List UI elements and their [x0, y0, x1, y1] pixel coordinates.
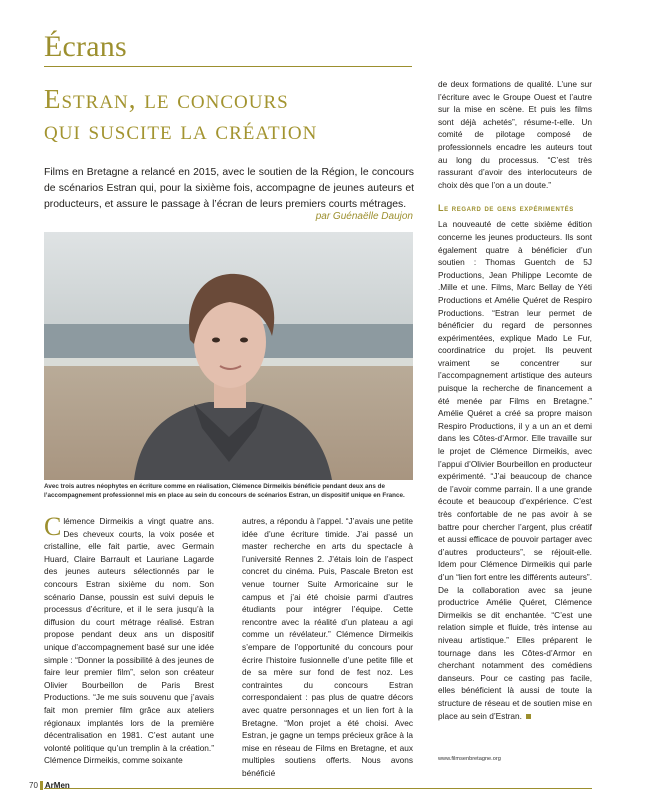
article-headline — [44, 84, 424, 146]
headline-line-1: Estran, le concours — [44, 84, 289, 114]
magazine-name: ArMen — [44, 781, 70, 790]
portrait-illustration — [44, 232, 413, 480]
footer-rule — [44, 788, 592, 789]
article-column-3 — [438, 78, 592, 722]
article-intro: Films en Bretagne a relancé en 2015, avec le soutien de la Région, le concours de scénarios Estran qui, pour la sixième fois, accompagne de jeunes auteurs et producteurs, et assure le passage à l’écran de leurs premiers courts métrages. — [44, 167, 414, 210]
drop-cap: C — [44, 512, 62, 541]
article-column-2 — [242, 515, 413, 779]
website-link[interactable]: www.filmsenbretagne.org — [438, 756, 501, 762]
column-3-body: La nouveauté de cette sixième édition concerne les jeunes producteurs. Ils sont également quatre à bénéficier d’un soutien : Thomas Guentch de 5J Productions, Jean Philippe Lecomte de .Mille et une. Films, Marc Bellay de Yéti Productions et Amélie Quéret de Respiro Productions. “Estran leur permet de bénéficier du regard de personnes expérimentées, explique Mado Le Fur, coordinatrice du projet. Ils peuvent vraiment se concentrer sur l’accompagnement artistique des auteurs puisque la recherche de financement a été menée par Films en Bretagne.” Amélie Quéret a créé sa propre maison Respiro Productions, il y a un an et demi dans les Côtes-d’Armor. Elle travaille sur le projet de Clémence Dirmeikis, avec l’appui d’Olivier Bourbeillon en producteur expérimenté. “J’ai beaucoup de chance de l’avoir comme parrain. Il a une grande écoute et beaucoup d’expérience. C’est très confortable de ne pas avoir à se battre pour chercher l’argent, plus créatif et aussi efficace de pouvoir partager avec d’autres producteurs”, se réjouit-elle. Idem pour Clémence Dirmeikis qui parle d’un “lien fort entre les différents auteurs”. De la collaboration avec sa jeune productrice Amélie Quéret, Clémence Dirmeikis se dit enchantée. “C’est une relation simple et fluide, très intense au niveau artistique.” Elles préparent le tournage dans les Côtes-d’Armor en cherchant notamment des comédiens danseurs. Pour ce casting pas facile, elles bénéficient là aussi de toute la structure de réseau et de soutien mise en place au sein d’Estran. — [438, 219, 592, 721]
article-column-1 — [44, 512, 214, 767]
footer-mark-icon — [40, 781, 43, 790]
photo-caption: Avec trois autres néophytes en écriture comme en réalisation, Clémence Dirmeikis bénéficie pendant deux ans de l’accompagnement professionnel mis en place au sein du concours de scénarios Estran, un dispositif unique en France. — [44, 483, 405, 499]
section-subheading: Le regard de gens expérimentés — [438, 203, 574, 214]
page-number: 70 — [29, 781, 38, 790]
page-footer — [29, 781, 70, 790]
section-title: Écrans — [44, 30, 127, 63]
column-3-text-top: de deux formations de qualité. L’une sur l’écriture avec le Groupe Ouest et l’autre sur la mise en scène. Et puis les films sont déjà achetés”, résume-t-elle. Un comité de pilotage composé de professionnels encadre les auteurs tout au long du processus. “C’est très rassurant d’avoir des interlocuteurs de choix dès que l’on a un doute.” — [438, 79, 592, 190]
column-2-text: autres, a répondu à l’appel. “J’avais une petite idée d’une écriture timide. J’ai passé un master recherche en arts du spectacle à l’université Rennes 2. J’étais loin de l’aspect concret du cinéma. Puis, Pascale Breton est venue tourner Suite Armoricaine sur le campus et j’ai été choisie parmi d’autres étudiants pour intégrer l’équipe. Cette rencontre avec la réalité d’un plateau a agi comme un révélateur.” Clémence Dirmeikis s’empare de l’opportunité du concours pour écrire l’histoire fusionnelle d’une petite fille et de sa mère sur fond de fest noz. Les contraintes du concours Estran correspondaient : pas plus de quatre décors avec quatre personnages et un lien fort à la Bretagne. “Mon projet a été choisi. Avec Estran, je gagne un temps précieux grâce à la mise en réseau de Films en Bretagne, et aux multiples soutiens offerts. Nous avons bénéficié — [242, 516, 413, 778]
headline-line-2: qui suscite la création — [44, 115, 318, 145]
column-3-text-bottom — [438, 218, 592, 722]
byline: par Guénaëlle Daujon — [315, 211, 413, 222]
column-1-text: lémence Dirmeikis a vingt quatre ans. Des cheveux courts, la voix posée et cristalline, elle fait partie, avec Germain Huard, Claire Barrault et Lauriane Lagarde des jeunes auteurs sélectionnés par le concours Estran sixième du nom. Son scénario Danse, poussin est suivi depuis le processus d’écriture, et il le sera jusqu’à la diffusion du court métrage réalisé. Estran propose pendant deux ans un dispositif unique d’accompagnement basé sur une idée simple : “Donner la possibilité à des jeunes de faire leur premier film”, selon son créateur Olivier Bourbeillon de Paris Brest Productions. “Je me suis souvenu que j’avais fait mon premier film grâce aux ateliers régionaux implantés lors de la première décentralisation en 1981. C’est autant une volonté politique qu’un tremplin à la création.” Clémence Dirmeikis, comme soixante — [44, 516, 214, 766]
portrait-photo — [44, 232, 413, 480]
section-rule — [44, 66, 412, 67]
end-mark-icon — [526, 714, 531, 719]
